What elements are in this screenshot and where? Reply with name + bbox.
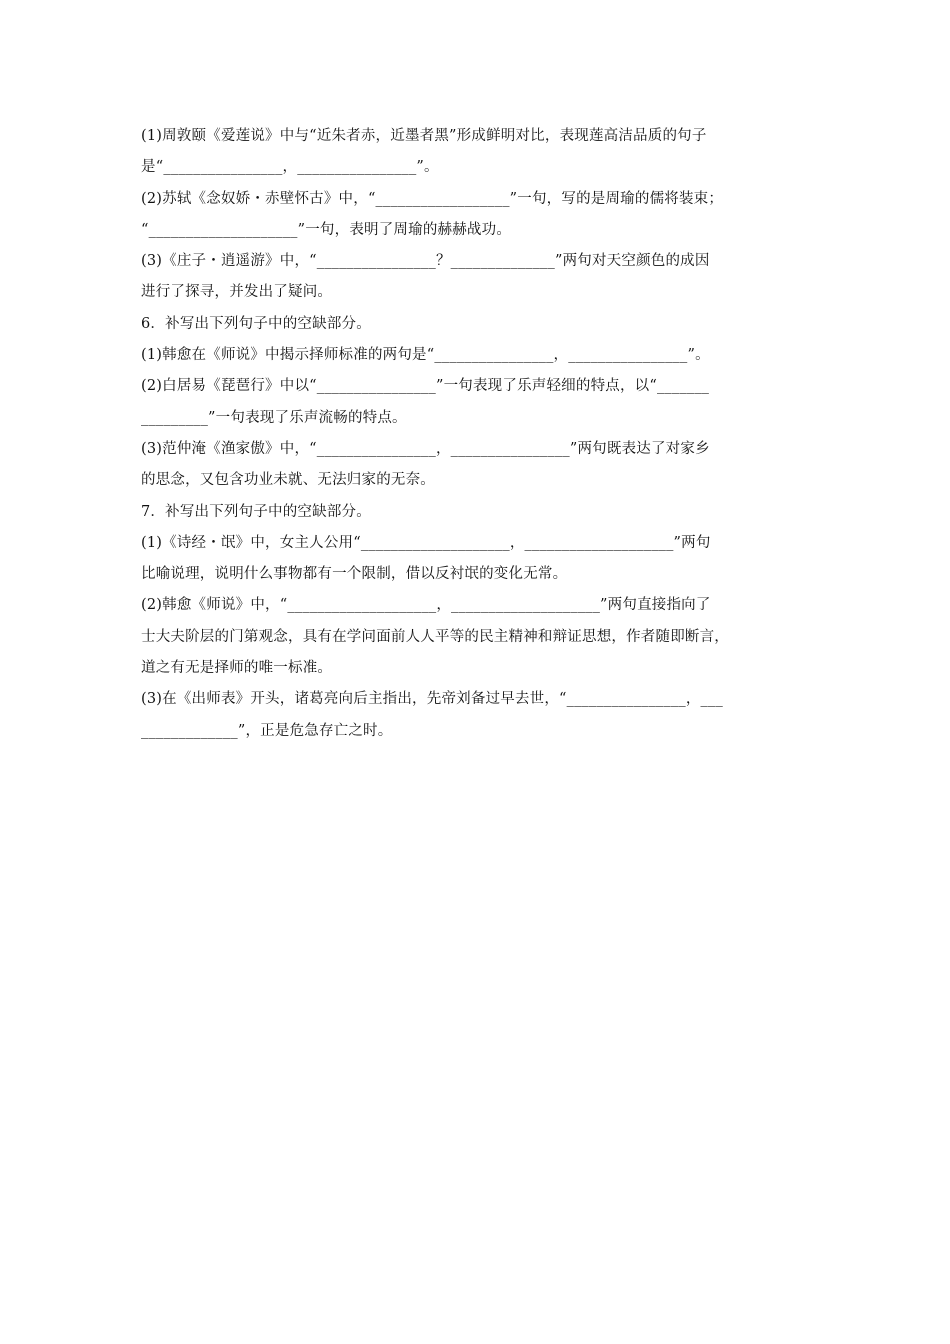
text-line: 道之有无是择师的唯一标准。 <box>141 660 333 677</box>
text-line: (3)在《出师表》开头，诸葛亮向后主指出，先帝刘备过早去世，“________________，___ <box>141 691 723 708</box>
document-body <box>141 124 816 750</box>
text-line: (2)白居易《琵琶行》中以“________________”一句表现了乐声轻细的特点，以“_______ <box>141 378 710 395</box>
question-heading: 7．补写出下列句子中的空缺部分。 <box>141 503 371 520</box>
text-line: 是“________________，________________”。 <box>141 159 439 176</box>
text-line: (1)《诗经・氓》中，女主人公用“____________________，____________________”两句 <box>141 534 711 551</box>
text-line: 比喻说理，说明什么事物都有一个限制，借以反衬氓的变化无常。 <box>141 566 568 583</box>
text-line: (3)《庄子・逍遥游》中，“________________？______________”两句对天空颜色的成因 <box>141 253 710 270</box>
text-line: 的思念，又包含功业未就、无法归家的无奈。 <box>141 472 435 489</box>
text-line: _________”一句表现了乐声流畅的特点。 <box>141 409 407 426</box>
text-line: 进行了探寻，并发出了疑问。 <box>141 284 333 301</box>
text-line: (1)韩愈在《师说》中揭示择师标准的两句是“________________，________________”。 <box>141 347 710 364</box>
text-line: “____________________”一句，表明了周瑜的赫赫战功。 <box>141 221 512 238</box>
text-line: (2)苏轼《念奴娇・赤壁怀古》中，“__________________”一句，写的是周瑜的儒将装束； <box>141 190 724 207</box>
text-line: (3)范仲淹《渔家傲》中，“________________，________________”两句既表达了对家乡 <box>141 440 710 457</box>
text-line: 士大夫阶层的门第观念，具有在学问面前人人平等的民主精神和辩证思想，作者随即断言， <box>141 628 729 645</box>
text-line: _____________”，正是危急存亡之时。 <box>141 722 393 739</box>
text-line: (2)韩愈《师说》中，“____________________，____________________”两句直接指向了 <box>141 597 711 614</box>
question-heading: 6．补写出下列句子中的空缺部分。 <box>141 315 371 332</box>
text-line: (1)周敦颐《爱莲说》中与“近朱者赤，近墨者黑”形成鲜明对比，表现莲高洁品质的句子 <box>141 128 707 144</box>
